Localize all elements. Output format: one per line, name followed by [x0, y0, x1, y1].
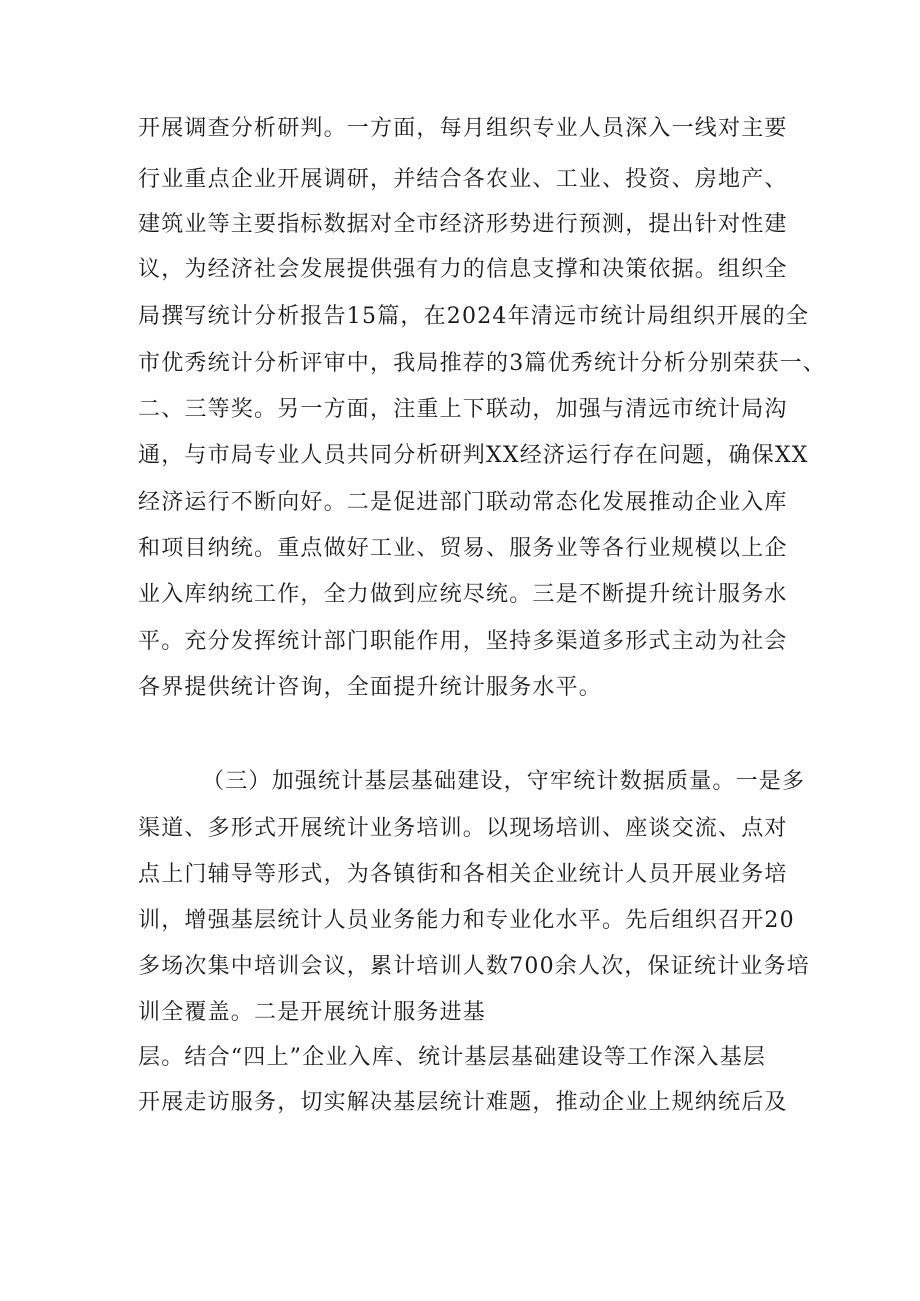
text-line: 点上门辅导等形式，为各镇街和各相关企业统计人员开展业务培	[138, 862, 788, 887]
text-line: 市优秀统计分析评审中，我局推荐的3篇优秀统计分析分别荣获一、	[138, 351, 826, 376]
text-line: 各界提供统计咨询，全面提升统计服务水平。	[138, 675, 603, 700]
text-line: 开展走访服务，切实解决基层统计难题，推动企业上规纳统后及	[138, 1090, 788, 1115]
text-line: 二、三等奖。另一方面，注重上下联动，加强与清远市统计局沟	[138, 397, 788, 422]
text-line: 业入库纳统工作，全力做到应统尽统。三是不断提升统计服务水	[138, 582, 788, 607]
text-line: 行业重点企业开展调研，并结合各农业、工业、投资、房地产、	[138, 167, 788, 192]
text-line: 开展调查分析研判。一方面，每月组织专业人员深入一线对主要	[138, 116, 788, 141]
text-line: 经济运行不断向好。二是促进部门联动常态化发展推动企业入库	[138, 490, 788, 515]
text-line: 平。充分发挥统计部门职能作用，坚持多渠道多形式主动为社会	[138, 629, 788, 654]
text-line: 议，为经济社会发展提供强有力的信息支撑和决策依据。组织全	[138, 257, 788, 282]
text-line: 层。结合“四上”企业入库、统计基层基础建设等工作深入基层	[138, 1045, 767, 1070]
text-line: 通，与市局专业人员共同分析研判XX经济运行存在问题，确保XX	[138, 443, 809, 468]
text-line: 多场次集中培训会议，累计培训人数700余人次，保证统计业务培	[138, 954, 810, 979]
section-heading-line: （三）加强统计基层基础建设，守牢统计数据质量。一是多	[202, 769, 806, 794]
text-line: 训全覆盖。二是开展统计服务进基	[138, 1000, 487, 1025]
text-line: 和项目纳统。重点做好工业、贸易、服务业等各行业规模以上企	[138, 536, 788, 561]
text-line: 局撰写统计分析报告15篇，在2024年清远市统计局组织开展的全	[138, 304, 810, 329]
text-line: 渠道、多形式开展统计业务培训。以现场培训、座谈交流、点对	[138, 816, 788, 841]
text-line: 训，增强基层统计人员业务能力和专业化水平。先后组织召开20	[138, 908, 795, 933]
text-line: 建筑业等主要指标数据对全市经济形势进行预测，提出针对性建	[138, 212, 788, 237]
